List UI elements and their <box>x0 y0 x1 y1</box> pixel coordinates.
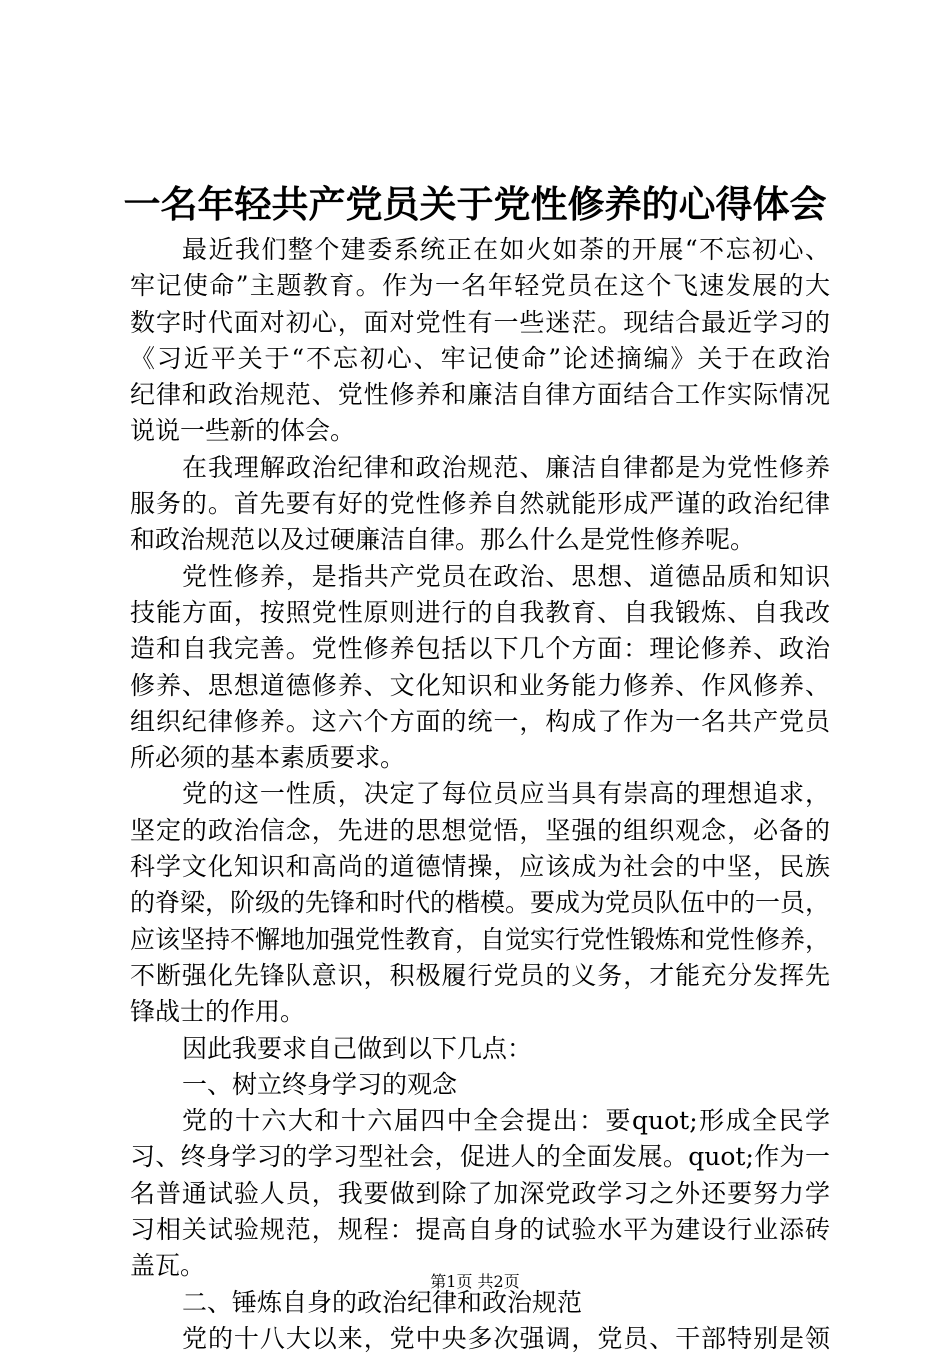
document-body <box>130 232 830 1357</box>
body-line: 数字时代面对初心，面对党性有一些迷茫。现结合最近学习的 <box>130 307 830 337</box>
body-line: 党的十六大和十六届四中全会提出：要quot;形成全民学 <box>182 1106 830 1136</box>
document-title: 一名年轻共产党员关于党性修养的心得体会 <box>123 182 827 226</box>
body-line: 和政治规范以及过硬廉洁自律。那么什么是党性修养呢。 <box>130 525 756 555</box>
page-footer: 第1页 共2页 <box>430 1272 520 1291</box>
body-line: 修养、思想道德修养、文化知识和业务能力修养、作风修养、 <box>130 670 830 700</box>
body-line: 《习近平关于“不忘初心、牢记使命”论述摘编》关于在政治 <box>130 343 830 373</box>
body-line: 锋战士的作用。 <box>130 997 306 1027</box>
body-line: 因此我要求自己做到以下几点： <box>182 1033 533 1063</box>
body-line: 组织纪律修养。这六个方面的统一，构成了作为一名共产党员 <box>130 706 830 736</box>
body-line: 所必须的基本素质要求。 <box>130 743 406 773</box>
body-line: 党性修养，是指共产党员在政治、思想、道德品质和知识 <box>182 561 830 591</box>
body-line: 纪律和政治规范、党性修养和廉洁自律方面结合工作实际情况 <box>130 380 830 410</box>
body-line: 说说一些新的体会。 <box>130 416 356 446</box>
body-line: 盖瓦。 <box>130 1251 206 1281</box>
body-line: 党的十八大以来，党中央多次强调，党员、干部特别是领 <box>182 1323 830 1353</box>
section-heading: 二、锤炼自身的政治纪律和政治规范 <box>182 1287 583 1317</box>
body-line: 的脊梁，阶级的先锋和时代的楷模。要成为党员队伍中的一员， <box>130 888 831 918</box>
body-line: 名普通试验人员，我要做到除了加深党政学习之外还要努力学 <box>130 1178 830 1208</box>
body-line: 技能方面，按照党性原则进行的自我教育、自我锻炼、自我改 <box>130 597 830 627</box>
section-heading: 一、树立终身学习的观念 <box>182 1069 458 1099</box>
body-line: 坚定的政治信念，先进的思想觉悟，坚强的组织观念，必备的 <box>130 815 830 845</box>
body-line: 造和自我完善。党性修养包括以下几个方面：理论修养、政治 <box>130 634 830 664</box>
body-line: 应该坚持不懈地加强党性教育，自觉实行党性锻炼和党性修养， <box>130 924 831 954</box>
body-line: 习、终身学习的学习型社会，促进人的全面发展。quot;作为一 <box>130 1142 830 1172</box>
body-line: 最近我们整个建委系统正在如火如荼的开展“不忘初心、 <box>182 235 830 264</box>
body-line: 牢记使命”主题教育。作为一名年轻党员在这个飞速发展的大 <box>130 271 830 301</box>
body-line: 在我理解政治纪律和政治规范、廉洁自律都是为党性修养 <box>182 452 830 482</box>
body-line: 不断强化先锋队意识，积极履行党员的义务，才能充分发挥先 <box>130 960 830 990</box>
body-line: 习相关试验规范，规程：提高自身的试验水平为建设行业添砖 <box>130 1215 830 1245</box>
body-line: 科学文化知识和高尚的道德情操，应该成为社会的中坚，民族 <box>130 852 830 882</box>
body-line: 党的这一性质，决定了每位员应当具有崇高的理想追求， <box>182 779 830 809</box>
body-line: 服务的。首先要有好的党性修养自然就能形成严谨的政治纪律 <box>130 489 830 519</box>
